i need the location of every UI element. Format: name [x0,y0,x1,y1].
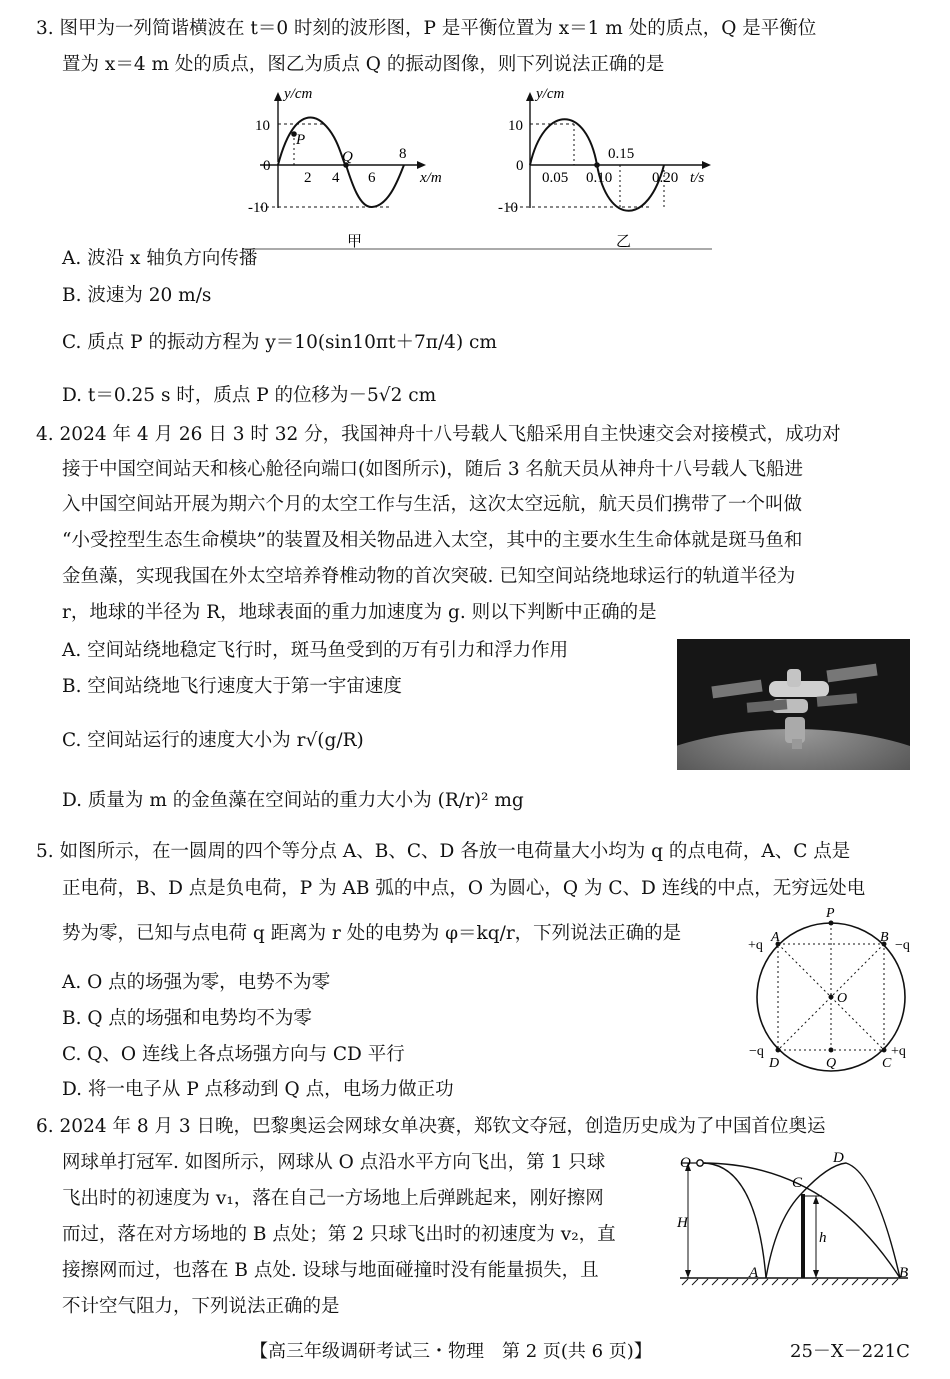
label-c: C [792,1175,803,1191]
q5-stem-line-3: 势为零，已知与点电荷 q 距离为 r 处的电势为 φ＝kq/r，下列说法正确的是 [62,923,682,944]
label-c: C [882,1056,892,1071]
right-xtick-020: 0.20 [652,170,679,186]
charge-a: +q [748,938,763,953]
point-p-label: P [296,132,306,148]
label-h-big: H [677,1215,688,1231]
right-xtick-015: 0.15 [608,146,635,162]
q3-stem-line-2: 置为 x＝4 m 处的质点，图乙为质点 Q 的振动图像，则下列说法正确的是 [62,54,665,75]
q5-stem-line-1: 5. 如图所示，在一圆周的四个等分点 A、B、C、D 各放一电荷量大小均为 q 的点电荷，A、C 点是 [36,841,851,862]
q5-stem-line-2: 正电荷，B、D 点是负电荷，P 为 AB 弧的中点，O 为圆心，Q 为 C、D 连线的中点，无穷远处电 [62,878,866,899]
right-caption: 乙 [616,234,632,250]
footer-code: 25－X－221C [790,1341,910,1362]
label-a: A [771,930,780,945]
left-ytick-bottom: -10 [248,200,268,216]
q3-option-d: D. t＝0.25 s 时，质点 P 的位移为－5√2 cm [62,385,437,406]
q6-stem-line-5: 接擦网而过，也落在 B 点处. 设球与地面碰撞时没有能量损失，且 [62,1260,599,1281]
q3-option-c: C. 质点 P 的振动方程为 y＝10(sin10πt＋7π/4) cm [62,332,497,353]
q3-option-b: B. 波速为 20 m/s [62,285,212,306]
label-d: D [833,1150,844,1166]
q4-stem-line-2: 接于中国空间站天和核心舱径向端口(如图所示)，随后 3 名航天员从神舟十八号载人飞船进 [62,459,803,480]
label-b: B [880,930,889,945]
point-q-label: Q [342,149,353,165]
right-ytick-top: 10 [508,118,523,134]
q5-option-a: A. O 点的场强为零，电势不为零 [62,972,331,993]
left-xtick-6: 6 [368,170,376,186]
charge-b: −q [895,938,910,953]
label-a: A [749,1265,759,1281]
q6-stem-line-1: 6. 2024 年 8 月 3 日晚，巴黎奥运会网球女单决赛，郑钦文夺冠，创造历史成为了中国首位奥运 [36,1116,826,1137]
label-o: O [837,991,848,1006]
q4-stem-line-3: 入中国空间站开展为期六个月的太空工作与生活，这次太空远航，航天员们携带了一个叫做 [62,494,803,515]
q4-stem-line-5: 金鱼藻，实现我国在外太空培养脊椎动物的首次突破. 已知空间站绕地球运行的轨道半径为 [62,566,796,587]
left-ytick-top: 10 [255,118,270,134]
q4-option-d: D. 质量为 m 的金鱼藻在空间站的重力大小为 (R/r)² mg [62,790,524,811]
q4-option-b: B. 空间站绕地飞行速度大于第一宇宙速度 [62,676,402,697]
q5-circle-figure [745,905,915,1075]
right-xtick-010: 0.10 [586,170,613,186]
label-h-small: h [819,1230,827,1246]
label-d: D [769,1056,780,1071]
right-xlabel: t/s [690,170,705,186]
q4-stem-line-6: r，地球的半径为 R，地球表面的重力加速度为 g. 则以下判断中正确的是 [62,602,657,623]
left-caption: 甲 [347,234,363,250]
q4-stem-line-4: “小受控型生态生命模块”的装置及相关物品进入太空，其中的主要水生生命体就是斑马鱼和 [62,530,803,551]
charge-d: −q [749,1044,764,1059]
label-p: P [826,906,835,921]
left-ylabel: y/cm [284,86,313,102]
footer-page-info: 【高三年级调研考试三・物理 第 2 页(共 6 页)】 [250,1341,652,1362]
q5-option-c: C. Q、O 连线上各点场强方向与 CD 平行 [62,1044,405,1065]
right-ytick-zero: 0 [516,158,524,174]
q3-stem-line-1: 3. 图甲为一列简谐横波在 t＝0 时刻的波形图，P 是平衡位置为 x＝1 m 处的质点，Q 是平衡位 [36,18,817,39]
left-ytick-zero: 0 [263,158,271,174]
q6-tennis-figure [676,1147,916,1289]
q6-stem-line-6: 不计空气阻力，下列说法正确的是 [62,1296,340,1317]
left-xtick-2: 2 [304,170,312,186]
q6-stem-line-3: 飞出时的初速度为 v₁，落在自己一方场地上后弹跳起来，刚好擦网 [62,1188,604,1209]
q5-option-d: D. 将一电子从 P 点移动到 Q 点，电场力做正功 [62,1079,454,1100]
right-ytick-bottom: -10 [498,200,518,216]
right-xtick-005: 0.05 [542,170,569,186]
wave-graph-left [248,86,442,250]
space-station-photo [677,639,910,770]
q6-stem-line-2: 网球单打冠军. 如图所示，网球从 O 点沿水平方向飞出，第 1 只球 [62,1152,606,1173]
q3-option-a: A. 波沿 x 轴负方向传播 [62,248,258,269]
left-xlabel: x/m [420,170,442,186]
q4-stem-line-1: 4. 2024 年 4 月 26 日 3 时 32 分，我国神舟十八号载人飞船采用自主快速交会对接模式，成功对 [36,424,841,445]
q4-option-a: A. 空间站绕地稳定飞行时，斑马鱼受到的万有引力和浮力作用 [62,640,569,661]
vibration-graph-right [498,86,711,250]
charge-c: +q [891,1044,906,1059]
q5-option-b: B. Q 点的场强和电势均不为零 [62,1008,312,1029]
label-b: B [899,1265,909,1281]
q4-option-c: C. 空间站运行的速度大小为 r√(g/R) [62,730,364,751]
right-ylabel: y/cm [536,86,565,102]
q3-figure [240,84,715,250]
q6-stem-line-4: 而过，落在对方场地的 B 点处；第 2 只球飞出时的初速度为 v₂，直 [62,1224,616,1245]
left-xtick-4: 4 [332,170,340,186]
left-xtick-8: 8 [399,146,407,162]
label-q: Q [826,1056,837,1071]
label-o: O [680,1155,691,1171]
